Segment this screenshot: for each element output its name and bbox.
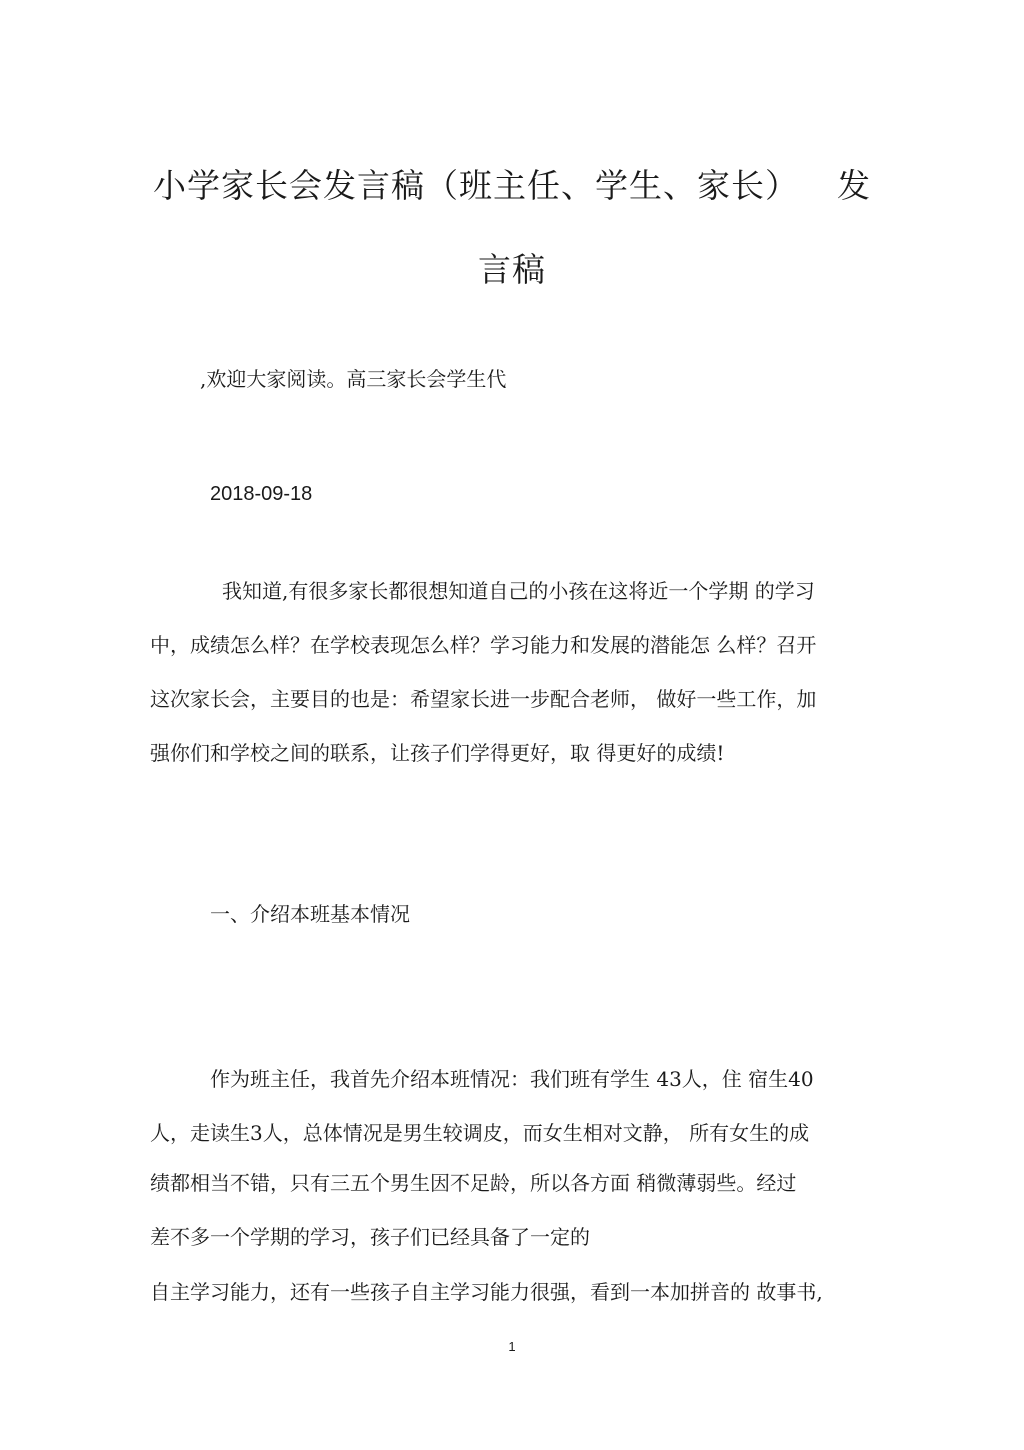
paragraph2-line-5: 自主学习能力，还有一些孩子自主学习能力很强，看到一本加拼音的 故事书,	[150, 1280, 823, 1304]
intro-text: ,欢迎大家阅读。高三家长会学生代	[200, 367, 507, 391]
paragraph2-line-3: 绩都相当不错，只有三五个男生因不足龄，所以各方面 稍微薄弱些。经过	[150, 1171, 797, 1195]
document-title-main: 小学家长会发言稿（班主任、学生、家长）	[153, 166, 799, 205]
document-title-tail: 发	[837, 166, 871, 205]
section-heading: 一、介绍本班基本情况	[210, 902, 410, 926]
paragraph2-line-1: 作为班主任，我首先介绍本班情况：我们班有学生 43人，住 宿生40	[210, 1067, 814, 1091]
document-title-line-1	[0, 160, 1024, 207]
document-title-line-2: 言稿	[478, 250, 546, 289]
paragraph1-line-1: 我知道,有很多家长都很想知道自己的小孩在这将近一个学期 的学习	[222, 579, 815, 603]
paragraph1-line-2: 中，成绩怎么样？在学校表现怎么样？学习能力和发展的潜能怎 么样？召开	[150, 633, 817, 657]
document-date: 2018-09-18	[210, 483, 313, 505]
paragraph2-line-2: 人，走读生3人，总体情况是男生较调皮，而女生相对文静， 所有女生的成	[150, 1121, 810, 1145]
paragraph2-line-4: 差不多一个学期的学习，孩子们已经具备了一定的	[150, 1225, 590, 1249]
paragraph1-line-3: 这次家长会，主要目的也是：希望家长进一步配合老师， 做好一些工作，加	[150, 687, 817, 711]
paragraph1-line-4: 强你们和学校之间的联系，让孩子们学得更好，取 得更好的成绩!	[150, 741, 725, 765]
page-number: 1	[508, 1339, 516, 1354]
